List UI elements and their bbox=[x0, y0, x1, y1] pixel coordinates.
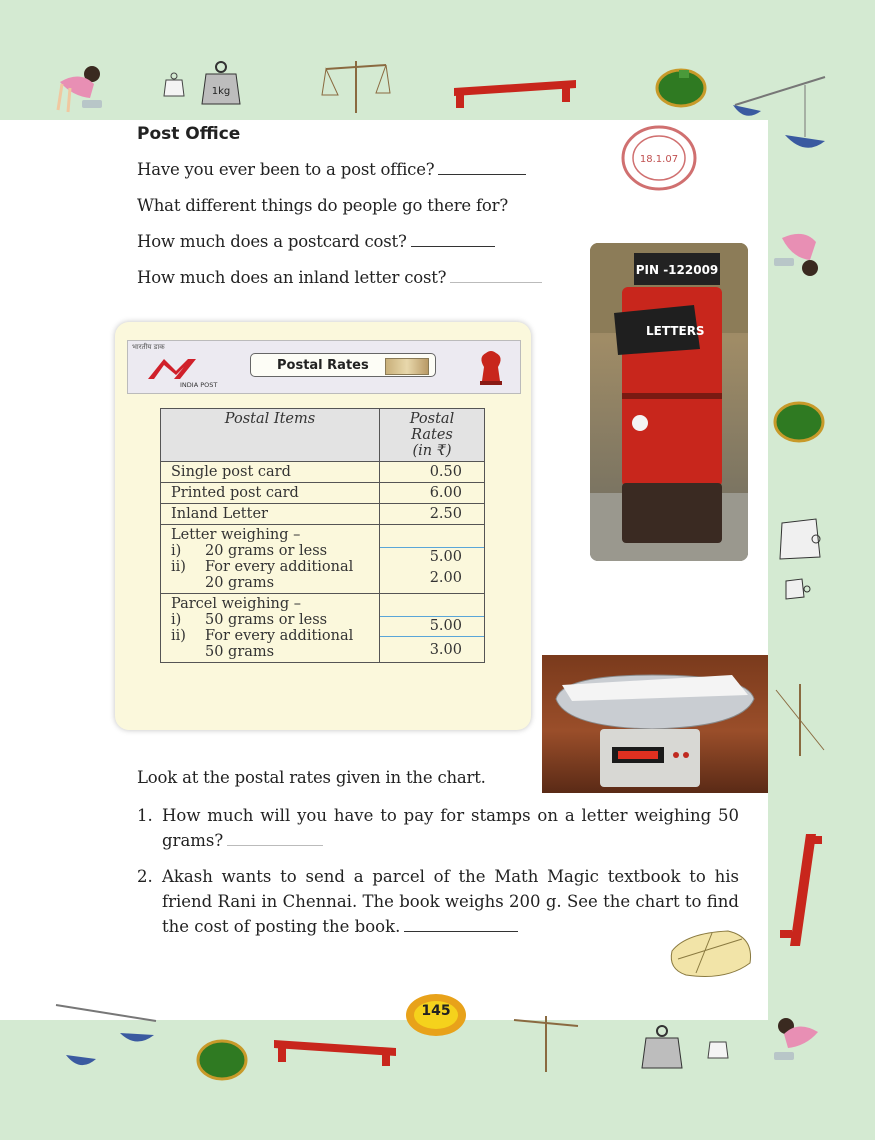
question-1 bbox=[137, 160, 526, 179]
parcel-rate-b: 3.00 bbox=[429, 642, 462, 658]
postal-rates-title-box bbox=[250, 353, 436, 377]
table-row bbox=[161, 504, 485, 525]
postbox-photo bbox=[590, 243, 748, 561]
emblem-icon bbox=[474, 347, 508, 387]
exercise-text-1-content: How much will you have to pay for stamps on a letter weighing 50 grams? bbox=[162, 806, 739, 850]
small-weight-icon-right bbox=[782, 575, 812, 603]
postmark-stamp bbox=[620, 124, 698, 192]
letter-text-a: 20 grams or less bbox=[205, 543, 328, 559]
parcel-cell bbox=[161, 594, 380, 663]
parcel-text-b bbox=[205, 628, 353, 660]
question-2 bbox=[137, 196, 508, 215]
answer-blank-3[interactable] bbox=[411, 232, 495, 247]
parcel-sub-b bbox=[171, 628, 369, 660]
green-weight-pan-icon-right bbox=[773, 400, 825, 444]
table-row-parcel bbox=[161, 594, 485, 663]
table-row bbox=[161, 483, 485, 504]
parcel-text-a: 50 grams or less bbox=[205, 612, 328, 628]
balance-scale-icon-right bbox=[770, 680, 830, 760]
letter-text-b bbox=[205, 559, 353, 591]
exercise-item-2 bbox=[137, 864, 739, 939]
row-rate: 2.50 bbox=[380, 504, 485, 525]
header-postal-items: Postal Items bbox=[161, 409, 380, 462]
letter-text-b1: For every additional bbox=[205, 559, 354, 575]
question-4-text: How much does an inland letter cost? bbox=[137, 268, 447, 287]
girl-weighing-illustration-bottom bbox=[768, 1012, 828, 1070]
letter-sub-a bbox=[171, 543, 369, 559]
question-2-text: What different things do people go there for? bbox=[137, 196, 508, 215]
parcel-rate-a: 5.00 bbox=[380, 616, 484, 637]
exercise-item-1 bbox=[137, 803, 739, 853]
exercise-number-2: 2. bbox=[137, 867, 153, 886]
answer-blank-1[interactable] bbox=[438, 160, 526, 175]
letter-rate-b: 2.00 bbox=[429, 570, 462, 586]
stamps-thumbnail bbox=[385, 358, 429, 375]
exercise-text-2-content: Akash wants to send a parcel of the Math Magic textbook to his friend Rani in Chennai. The book weighs 200 g. See the chart to find the cost of posting the book. bbox=[162, 867, 739, 936]
question-3-text: How much does a postcard cost? bbox=[137, 232, 407, 251]
header-postal-rates bbox=[380, 409, 485, 462]
table-row bbox=[161, 462, 485, 483]
header-postal-rates-text: Postal Rates bbox=[409, 411, 455, 443]
row-item: Printed post card bbox=[161, 483, 380, 504]
postal-rates-table bbox=[160, 408, 485, 663]
answer-blank-5[interactable] bbox=[227, 831, 323, 846]
weighing-scale-photo bbox=[542, 655, 768, 793]
india-post-logo-label: INDIA POST bbox=[180, 381, 218, 389]
chart-header bbox=[127, 340, 521, 394]
parcel-text-b2: 50 grams bbox=[205, 644, 275, 660]
hanging-balance-icon bbox=[725, 65, 835, 165]
postbox-label: LETTERS bbox=[646, 324, 705, 338]
weighing-scale-drawing bbox=[542, 655, 768, 793]
postbox-drawing bbox=[590, 243, 748, 561]
kg-weight-icon bbox=[198, 58, 244, 108]
row-rate: 0.50 bbox=[380, 462, 485, 483]
table-row-letter bbox=[161, 525, 485, 594]
girl-weighing-illustration-right bbox=[770, 228, 830, 284]
kg-weight-label: 1kg bbox=[211, 86, 231, 97]
parcel-rates bbox=[380, 594, 485, 663]
letter-roman-a: i) bbox=[171, 543, 182, 559]
parcel-roman-b: ii) bbox=[171, 628, 186, 644]
letter-rates bbox=[380, 525, 485, 594]
letter-roman-b: ii) bbox=[171, 559, 186, 575]
exercise-number-1: 1. bbox=[137, 806, 153, 825]
section-heading: Post Office bbox=[137, 124, 241, 144]
girl-weighing-illustration bbox=[50, 62, 112, 120]
postal-rates-chart bbox=[115, 322, 531, 730]
table-header-row bbox=[161, 409, 485, 462]
parcel-roman-a: i) bbox=[171, 612, 182, 628]
india-post-logo-icon bbox=[146, 355, 198, 383]
header-postal-rates-unit: (in ₹) bbox=[412, 443, 452, 459]
parcel-sub-a bbox=[171, 612, 369, 628]
page-number: 145 bbox=[421, 1003, 451, 1019]
hanging-balance-icon-bottom bbox=[46, 985, 161, 1077]
question-3 bbox=[137, 232, 495, 251]
green-weight-pan-icon-bottom bbox=[196, 1036, 248, 1082]
row-item: Single post card bbox=[161, 462, 380, 483]
postal-rates-title: Postal Rates bbox=[277, 358, 369, 373]
parcel-title: Parcel weighing – bbox=[171, 596, 301, 612]
answer-blank-6[interactable] bbox=[404, 917, 518, 932]
parcel-text-b1: For every additional bbox=[205, 628, 354, 644]
exercise-text-1 bbox=[162, 803, 739, 853]
red-scale-beam-icon-bottom bbox=[270, 1030, 400, 1070]
postmark-date: 18.1.07 bbox=[639, 154, 679, 165]
intro-text: Look at the postal rates given in the chart. bbox=[137, 768, 486, 787]
postbox-pin: PIN -122009 bbox=[635, 263, 719, 277]
question-4 bbox=[137, 268, 542, 287]
answer-blank-4[interactable] bbox=[450, 268, 542, 283]
balance-scale-icon-bottom bbox=[508, 1012, 584, 1074]
balance-scale-icon bbox=[320, 55, 392, 115]
question-1-text: Have you ever been to a post office? bbox=[137, 160, 435, 179]
letter-rate-a: 5.00 bbox=[380, 547, 484, 567]
letter-cell bbox=[161, 525, 380, 594]
india-post-hindi-label: भारतीय डाक bbox=[132, 343, 165, 351]
kg-weight-icon-bottom bbox=[638, 1022, 686, 1072]
letter-text-b2: 20 grams bbox=[205, 575, 275, 591]
kg-weight-icon-right bbox=[776, 515, 822, 563]
exercise-text-2 bbox=[162, 864, 739, 939]
red-scale-beam-icon-right bbox=[776, 830, 826, 950]
row-rate: 6.00 bbox=[380, 483, 485, 504]
row-item: Inland Letter bbox=[161, 504, 380, 525]
green-weight-pan-icon bbox=[655, 66, 707, 108]
letter-title: Letter weighing – bbox=[171, 527, 301, 543]
small-weight-icon-bottom bbox=[704, 1032, 732, 1060]
letter-sub-b bbox=[171, 559, 369, 591]
red-scale-beam-icon bbox=[450, 70, 580, 110]
small-weight-icon bbox=[160, 70, 188, 98]
